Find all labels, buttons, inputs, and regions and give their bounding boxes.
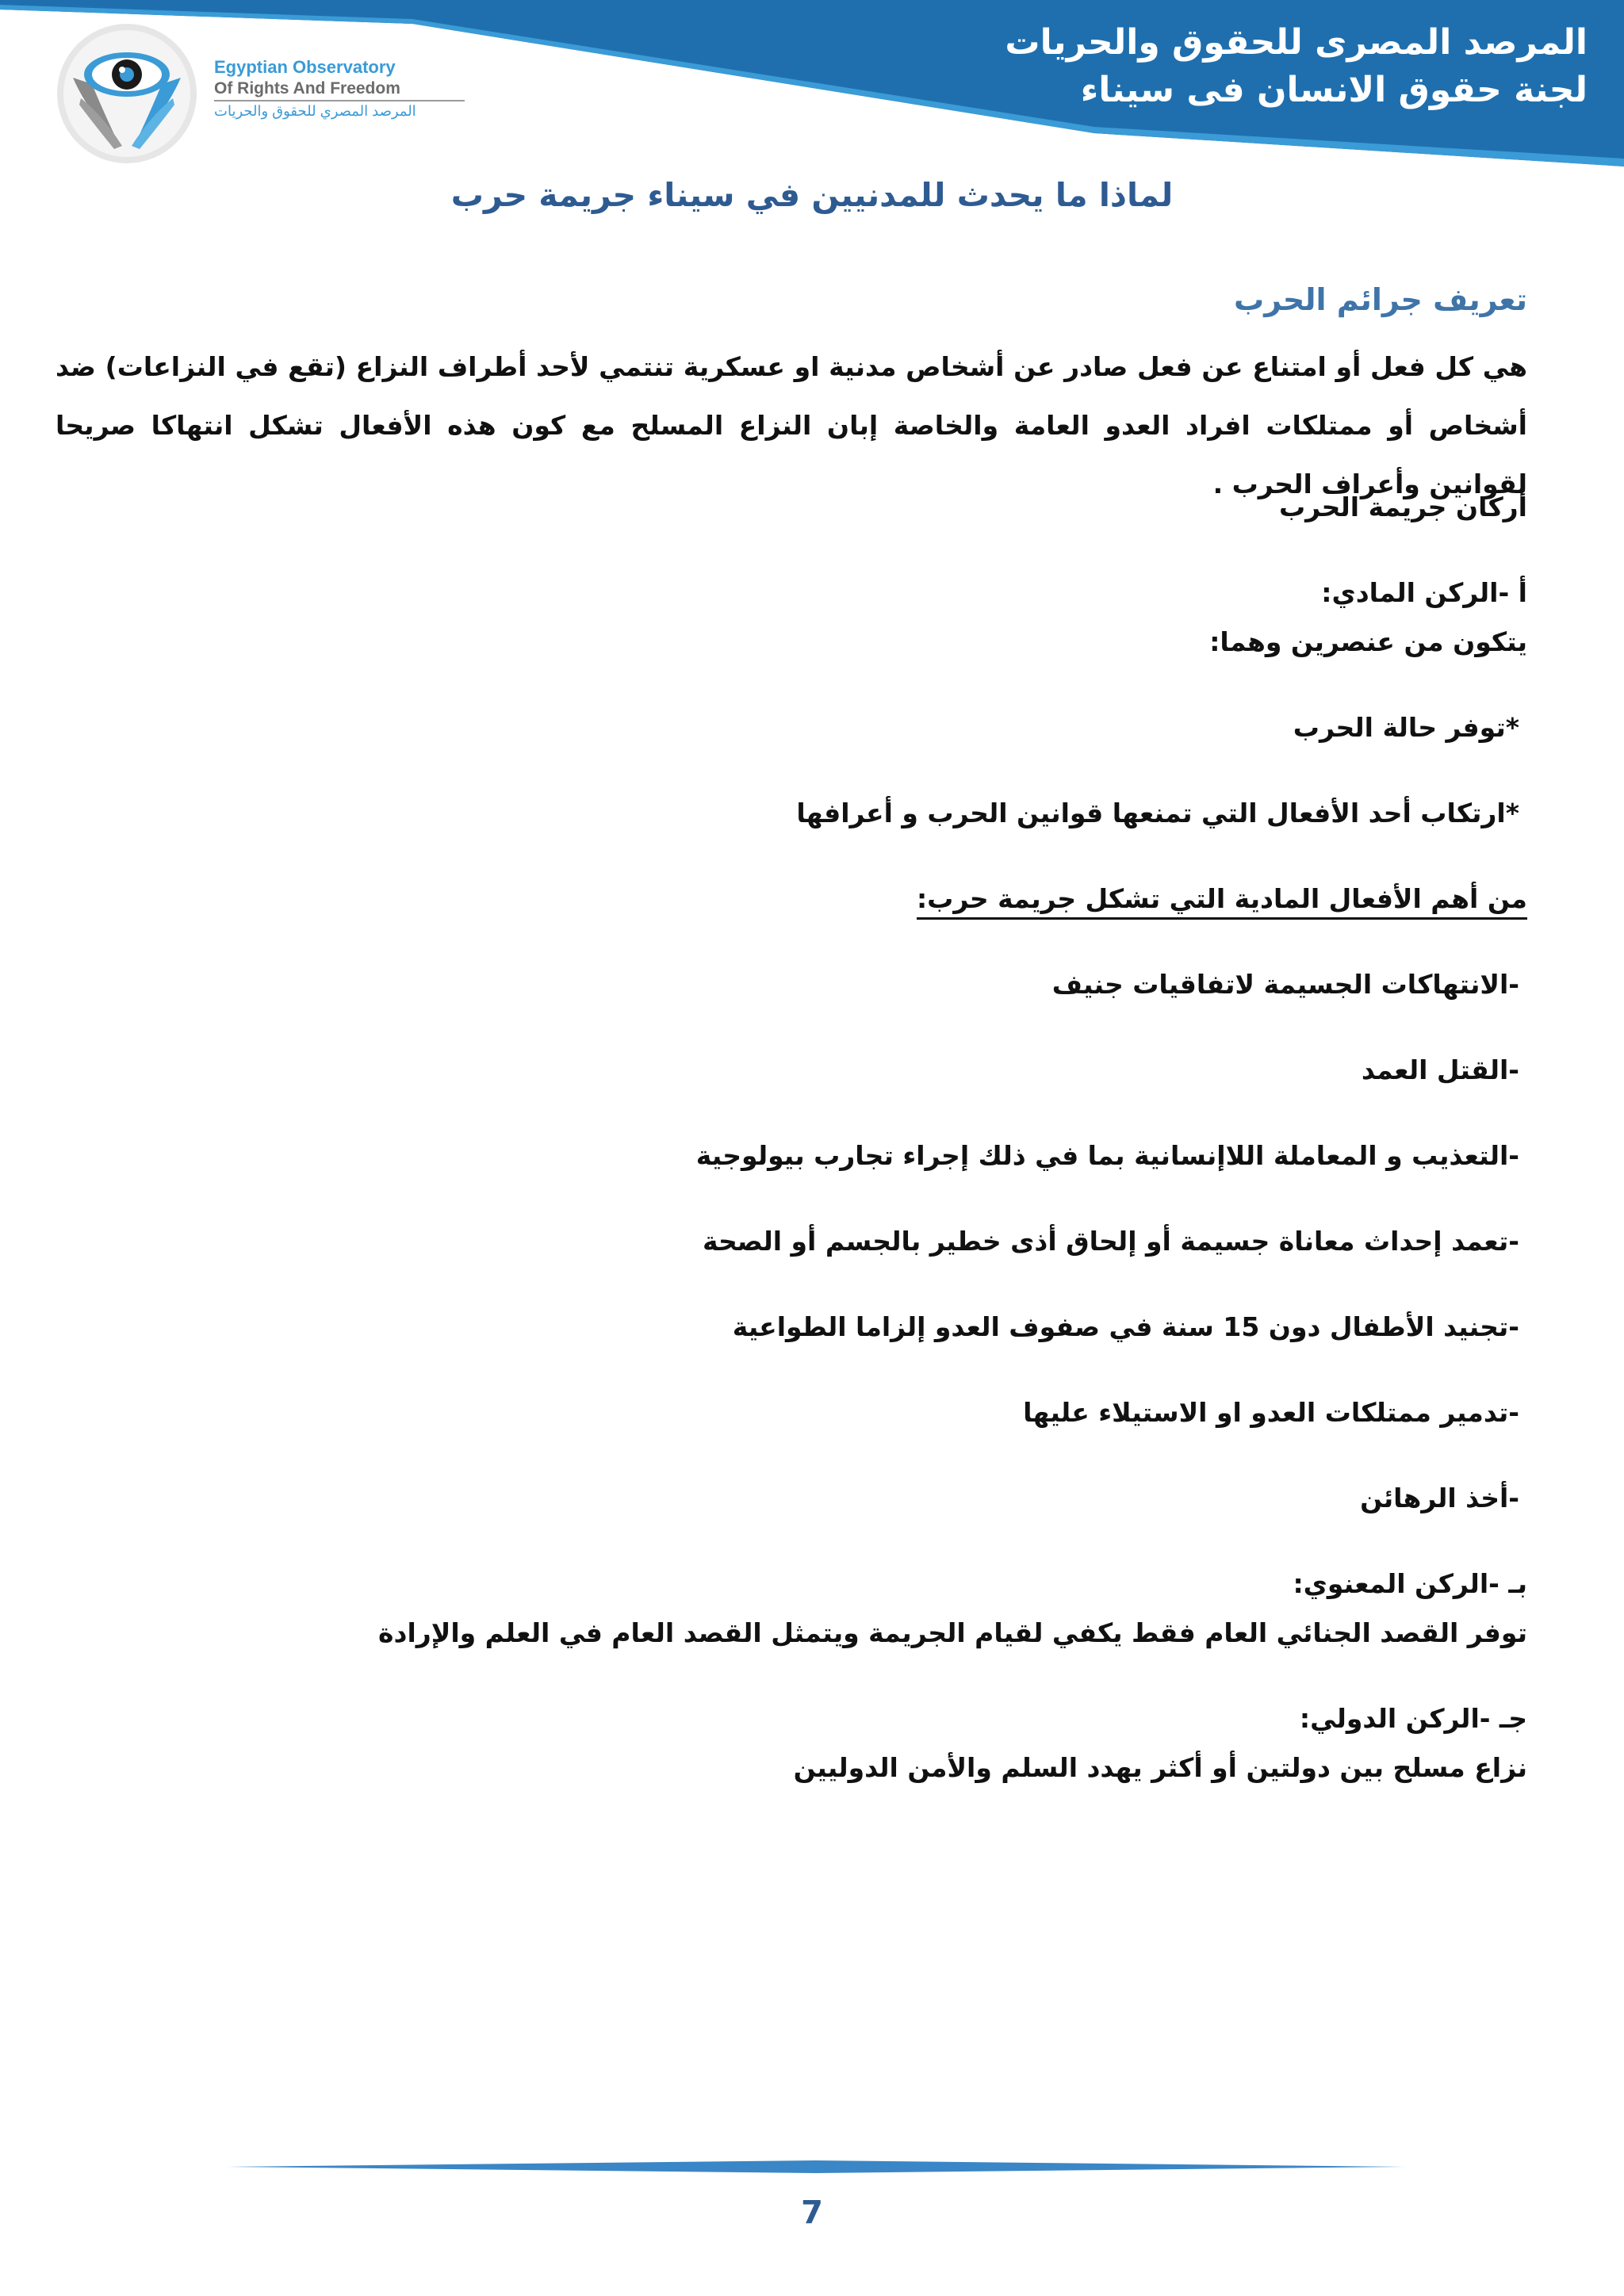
organization-logo xyxy=(56,22,428,165)
logo-name-ar: المرصد المصري للحقوق والحريات xyxy=(214,103,416,119)
acts-heading xyxy=(917,883,1527,914)
material-element: *توفر حالة الحرب xyxy=(1293,712,1519,743)
section-heading: تعريف جرائم الحرب xyxy=(1234,282,1527,317)
act-list-item: -الانتهاكات الجسيمة لاتفاقيات جنيف xyxy=(1051,969,1519,1000)
material-pillar-intro: يتكون من عنصرين وهما: xyxy=(1209,626,1527,657)
moral-pillar-label: بـ -الركن المعنوي: xyxy=(1293,1568,1527,1599)
material-pillar-label: أ -الركن المادي: xyxy=(1321,577,1527,608)
material-element: *ارتكاب أحد الأفعال التي تمنعها قوانين الحرب و أعرافها xyxy=(796,798,1519,828)
act-list-item: -تعمد إحداث معاناة جسيمة أو إلحاق أذى خطير بالجسم أو الصحة xyxy=(703,1226,1519,1257)
document-title: لماذا ما يحدث للمدنيين في سيناء جريمة حرب xyxy=(450,176,1174,214)
footer-divider xyxy=(227,2160,1405,2174)
page-number: 7 xyxy=(801,2195,823,2231)
org-title: المرصد المصرى للحقوق والحريات xyxy=(1005,22,1588,63)
logo-divider xyxy=(214,100,465,101)
moral-pillar-text: توفر القصد الجنائي العام فقط يكفي لقيام الجريمة ويتمثل القصد العام في العلم والإرادة xyxy=(378,1617,1527,1648)
logo-name-en-line2: Of Rights And Freedom xyxy=(214,79,400,98)
act-list-item: -القتل العمد xyxy=(1361,1054,1519,1085)
definition-paragraph: هي كل فعل أو امتناع عن فعل صادر عن أشخاص مدنية او عسكرية تنتمي لأحد أطراف النزاع (تقع في النزاعات) ضد أشخاص أو ممتلكات افراد العدو العامة والخاصة إبان النزاع المسلح مع كون هذه الأفعال تشكل انتهاكا صريحا لقوانين وأعراف الحرب . xyxy=(56,351,1527,499)
pillars-heading: أركان جريمة الحرب xyxy=(1278,492,1527,522)
committee-title: لجنة حقوق الانسان فى سيناء xyxy=(1080,70,1588,110)
international-pillar-text: نزاع مسلح بين دولتين أو أكثر يهدد السلم والأمن الدوليين xyxy=(793,1752,1527,1783)
acts-heading-text: من أهم الأفعال المادية التي تشكل جريمة حرب: xyxy=(917,883,1527,920)
eye-hands-emblem-icon xyxy=(56,22,198,165)
international-pillar-label: جـ -الركن الدولي: xyxy=(1299,1703,1527,1734)
act-list-item: -أخذ الرهائن xyxy=(1360,1483,1519,1513)
logo-name-en-line1: Egyptian Observatory xyxy=(214,57,396,77)
act-list-item: -تدمير ممتلكات العدو او الاستيلاء عليها xyxy=(1023,1397,1519,1428)
act-list-item: -تجنيد الأطفال دون 15 سنة في صفوف العدو إلزاما الطواعية xyxy=(732,1311,1519,1342)
act-list-item: -التعذيب و المعاملة اللاإنسانية بما في ذلك إجراء تجارب بيولوجية xyxy=(695,1140,1519,1171)
